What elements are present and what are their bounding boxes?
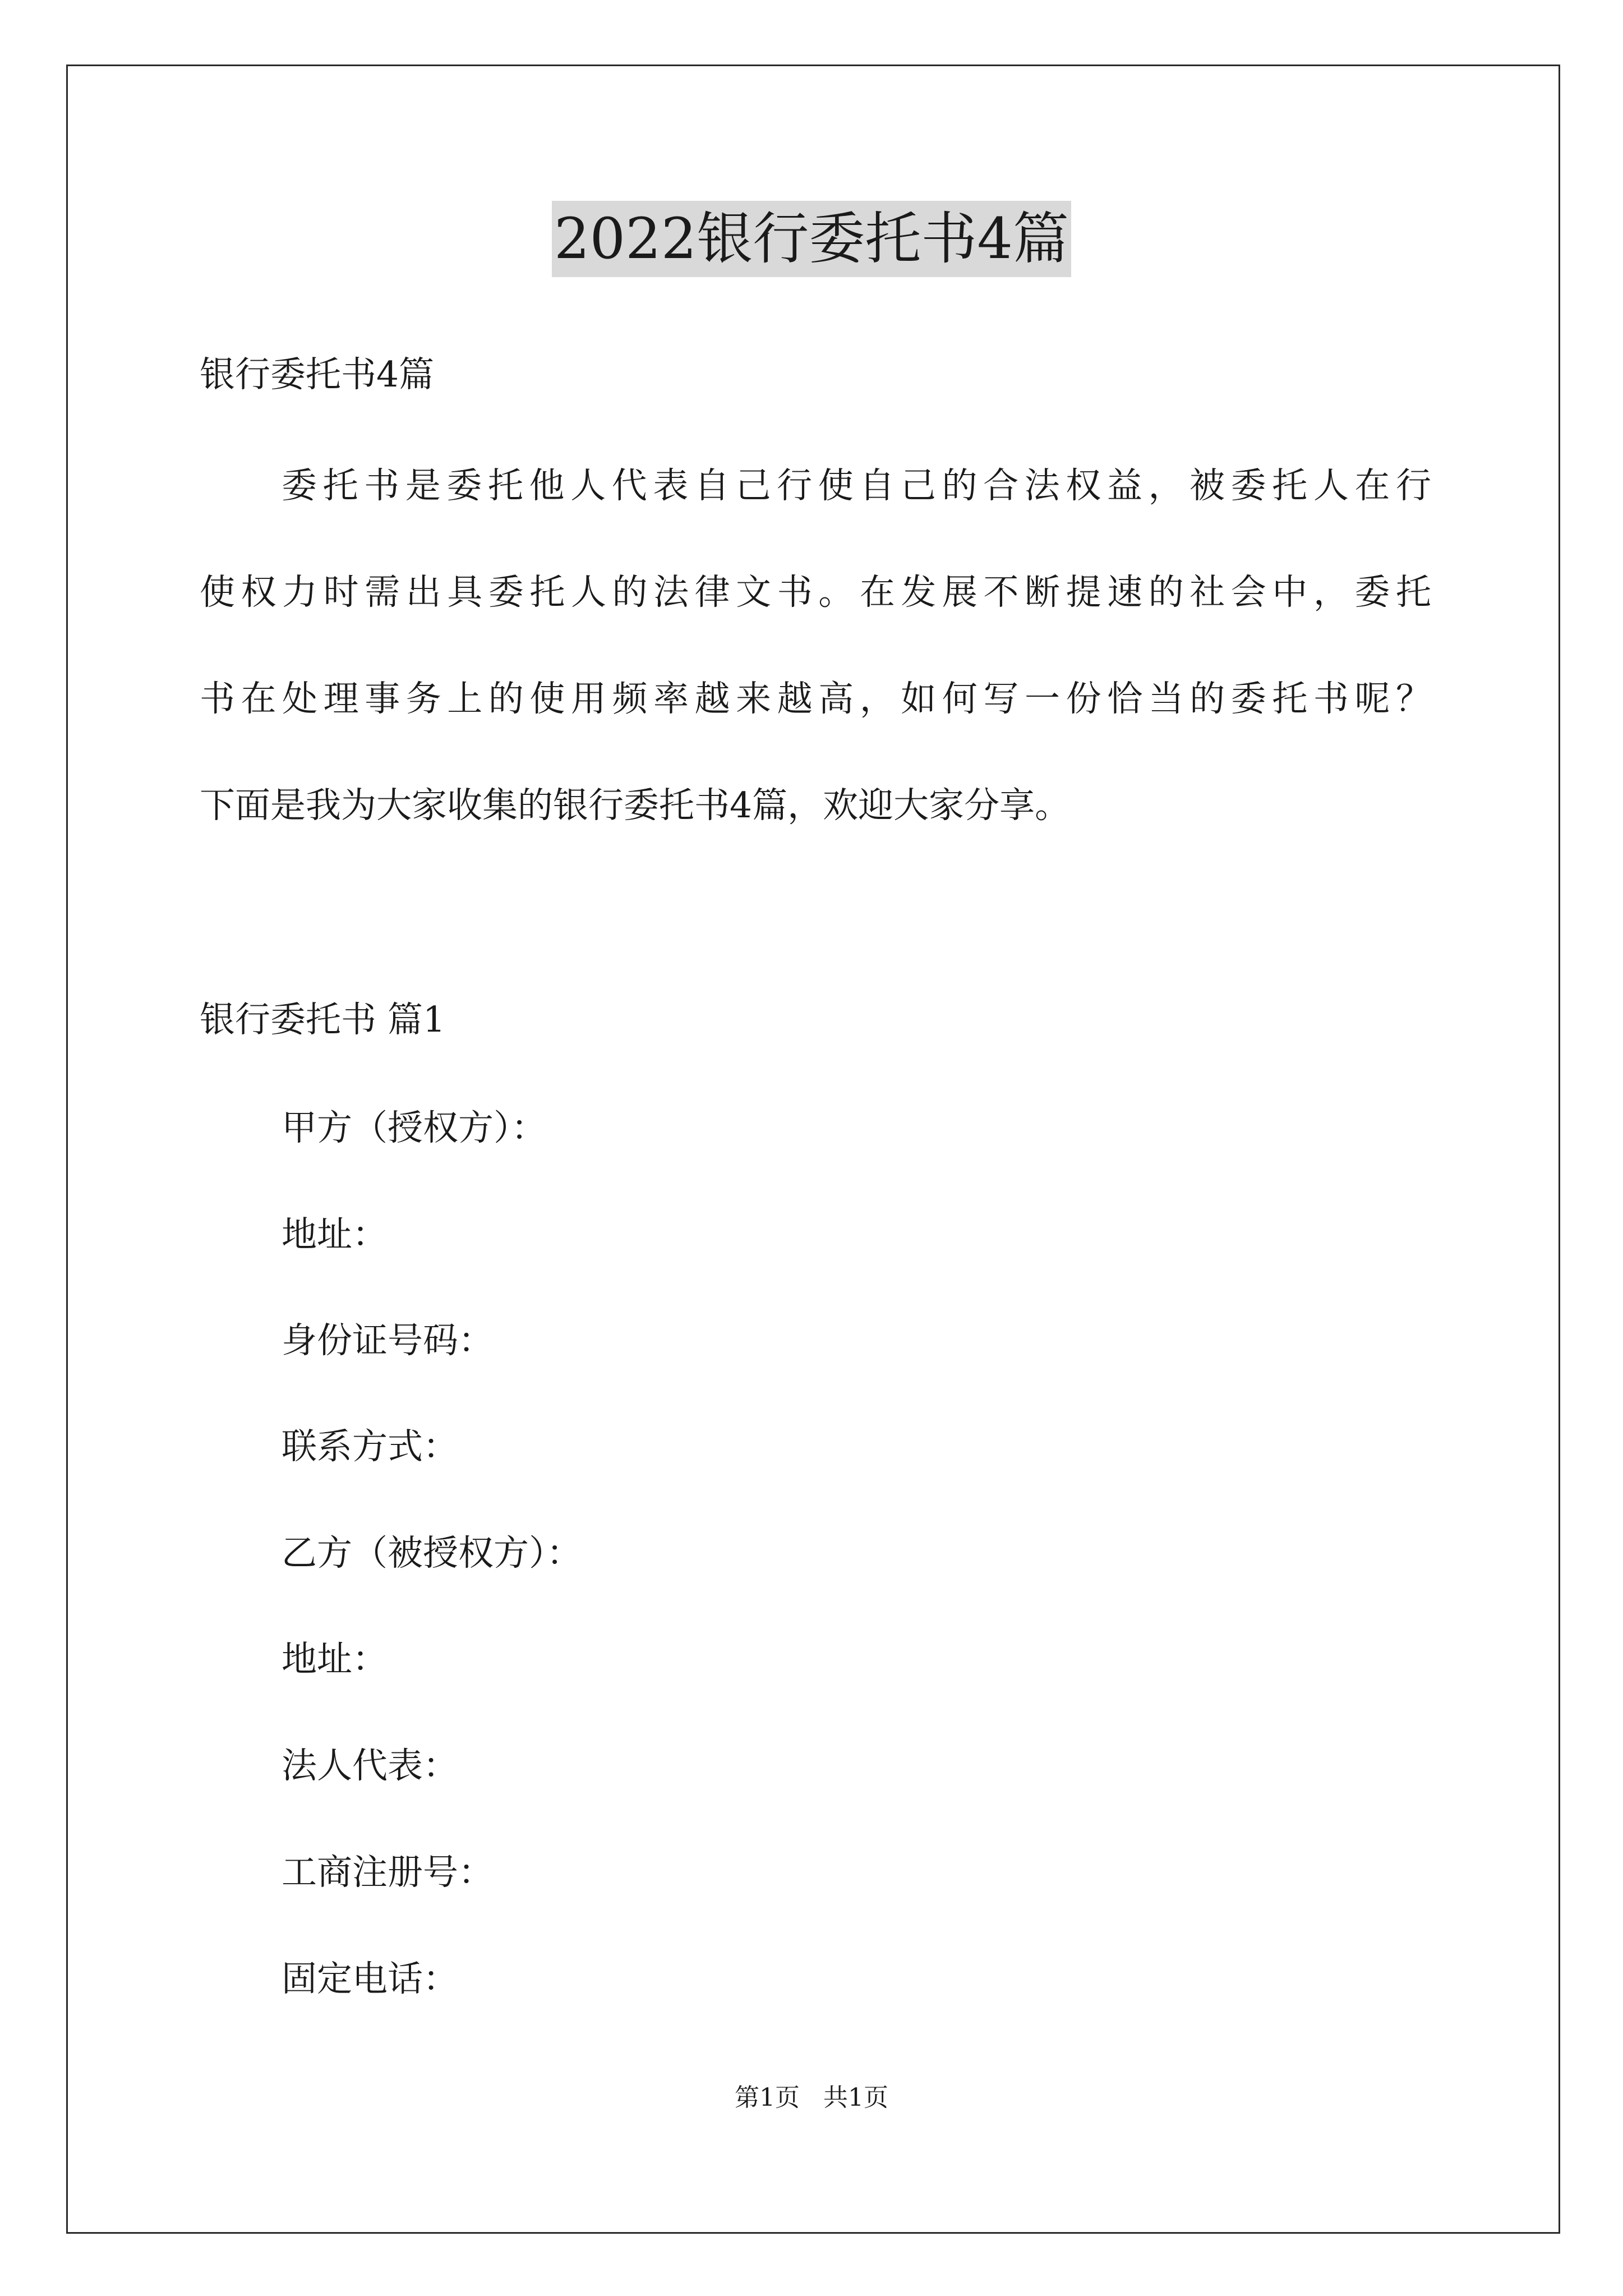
field-party-a: 甲方（授权方）： [282, 1107, 547, 1148]
field-address-b: 地址： [282, 1639, 388, 1680]
page-footer: 第1页 共1页 [735, 2083, 888, 2112]
section-heading: 银行委托书 篇1 [200, 999, 446, 1040]
document-subtitle: 银行委托书4篇 [200, 354, 435, 395]
title-container [0, 201, 1623, 277]
field-party-b: 乙方（被授权方）： [282, 1533, 582, 1573]
intro-line-4: 下面是我为大家收集的银行委托书4篇，欢迎大家分享。 [200, 785, 1071, 826]
field-contact: 联系方式： [282, 1426, 458, 1467]
field-business-registration: 工商注册号： [282, 1852, 494, 1893]
intro-line-1: 委托书是委托他人代表自己行使自己的合法权益，被委托人在行 [282, 465, 1431, 506]
field-id-number: 身份证号码： [282, 1320, 494, 1361]
field-address-a: 地址： [282, 1214, 388, 1255]
document-title: 2022银行委托书4篇 [552, 201, 1071, 277]
field-legal-representative: 法人代表： [282, 1745, 458, 1786]
field-fixed-phone: 固定电话： [282, 1958, 458, 1999]
intro-line-2: 使权力时需出具委托人的法律文书。在发展不断提速的社会中，委托 [200, 572, 1431, 613]
intro-line-3: 书在处理事务上的使用频率越来越高，如何写一份恰当的委托书呢？ [200, 678, 1431, 719]
